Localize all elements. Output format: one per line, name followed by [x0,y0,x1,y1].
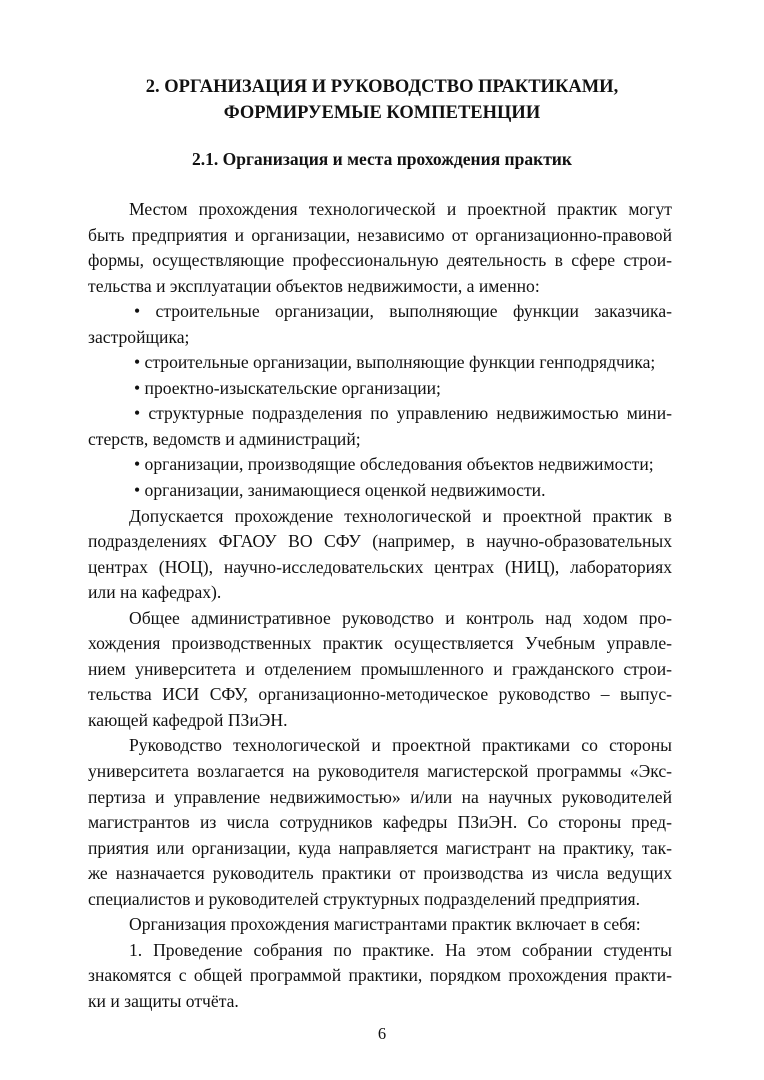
text-line: знакомятся с общей программой практики, порядком прохождения практи- [88,965,672,986]
chapter-heading-line-1: 2. ОРГАНИЗАЦИЯ И РУКОВОДСТВО ПРАКТИКАМИ, [145,77,619,97]
text-line: подразделениях ФГАОУ ВО СФУ (например, в научно-образовательных [88,531,672,552]
text-line: тельства и эксплуатации объектов недвижимости, а именно: [88,275,540,296]
bullet-item-line: • организации, занимающиеся оценкой недвижимости. [134,480,546,501]
text-line: 1. Проведение собрания по практике. На этом собрании студенты [129,939,672,960]
bullet-item-line: стерств, ведомств и администраций; [88,428,361,449]
section-heading: 2.1. Организация и места прохождения практик [192,149,572,169]
page-number: 6 [377,1024,387,1043]
bullet-item-line: • строительные организации, выполняющие функции заказчика- [134,301,672,322]
body-text [88,197,672,1015]
text-line: магистрантов из числа сотрудников кафедры ПЗиЭН. Со стороны пред- [88,812,672,833]
bullet-item-line: застройщика; [88,326,190,347]
bullet-item-line: • организации, производящие обследования объектов недвижимости; [134,454,654,475]
text-line: Допускается прохождение технологической и проектной практик в [129,505,672,526]
bullet-item-line: • проектно-изыскательские организации; [134,377,441,398]
bullet-item-line: • структурные подразделения по управлению недвижимостью мини- [134,403,672,424]
chapter-heading [95,74,669,126]
text-line: специалистов и руководителей структурных подразделений предприятия. [88,888,640,909]
text-line: университета возлагается на руководителя магистерской программы «Экс- [88,761,672,782]
text-line: пертиза и управление недвижимостью» и/или на научных руководителей [88,786,672,807]
text-line: хождения производственных практик осуществляется Учебным управле- [88,633,672,654]
text-line: центрах (НОЦ), научно-исследовательских центрах (НИЦ), лабораториях [88,556,672,577]
text-line: приятия или организации, куда направляется магистрант на практику, так- [88,837,672,858]
text-line: или на кафедрах). [88,582,222,603]
text-line: быть предприятия и организации, независимо от организационно-правовой [88,224,672,245]
text-line: кающей кафедрой ПЗиЭН. [88,709,288,730]
text-line: Общее административное руководство и контроль над ходом про- [129,607,672,628]
chapter-heading-line-2: ФОРМИРУЕМЫЕ КОМПЕТЕНЦИИ [223,103,541,123]
text-line: Местом прохождения технологической и проектной практик могут [129,199,672,219]
text-line: формы, осуществляющие профессиональную деятельность в сфере строи- [88,250,672,271]
text-line: тельства ИСИ СФУ, организационно-методическое руководство – выпус- [88,684,672,705]
text-line: же назначается руководитель практики от производства из числа ведущих [88,863,672,884]
bullet-item-line: • строительные организации, выполняющие функции генподрядчика; [134,352,656,373]
text-line: ки и защиты отчёта. [88,990,239,1011]
text-line: нием университета и отделением промышленного и гражданского строи- [88,658,672,679]
text-line: Организация прохождения магистрантами практик включает в себя: [129,914,641,935]
text-line: Руководство технологической и проектной практиками со стороны [129,735,672,756]
